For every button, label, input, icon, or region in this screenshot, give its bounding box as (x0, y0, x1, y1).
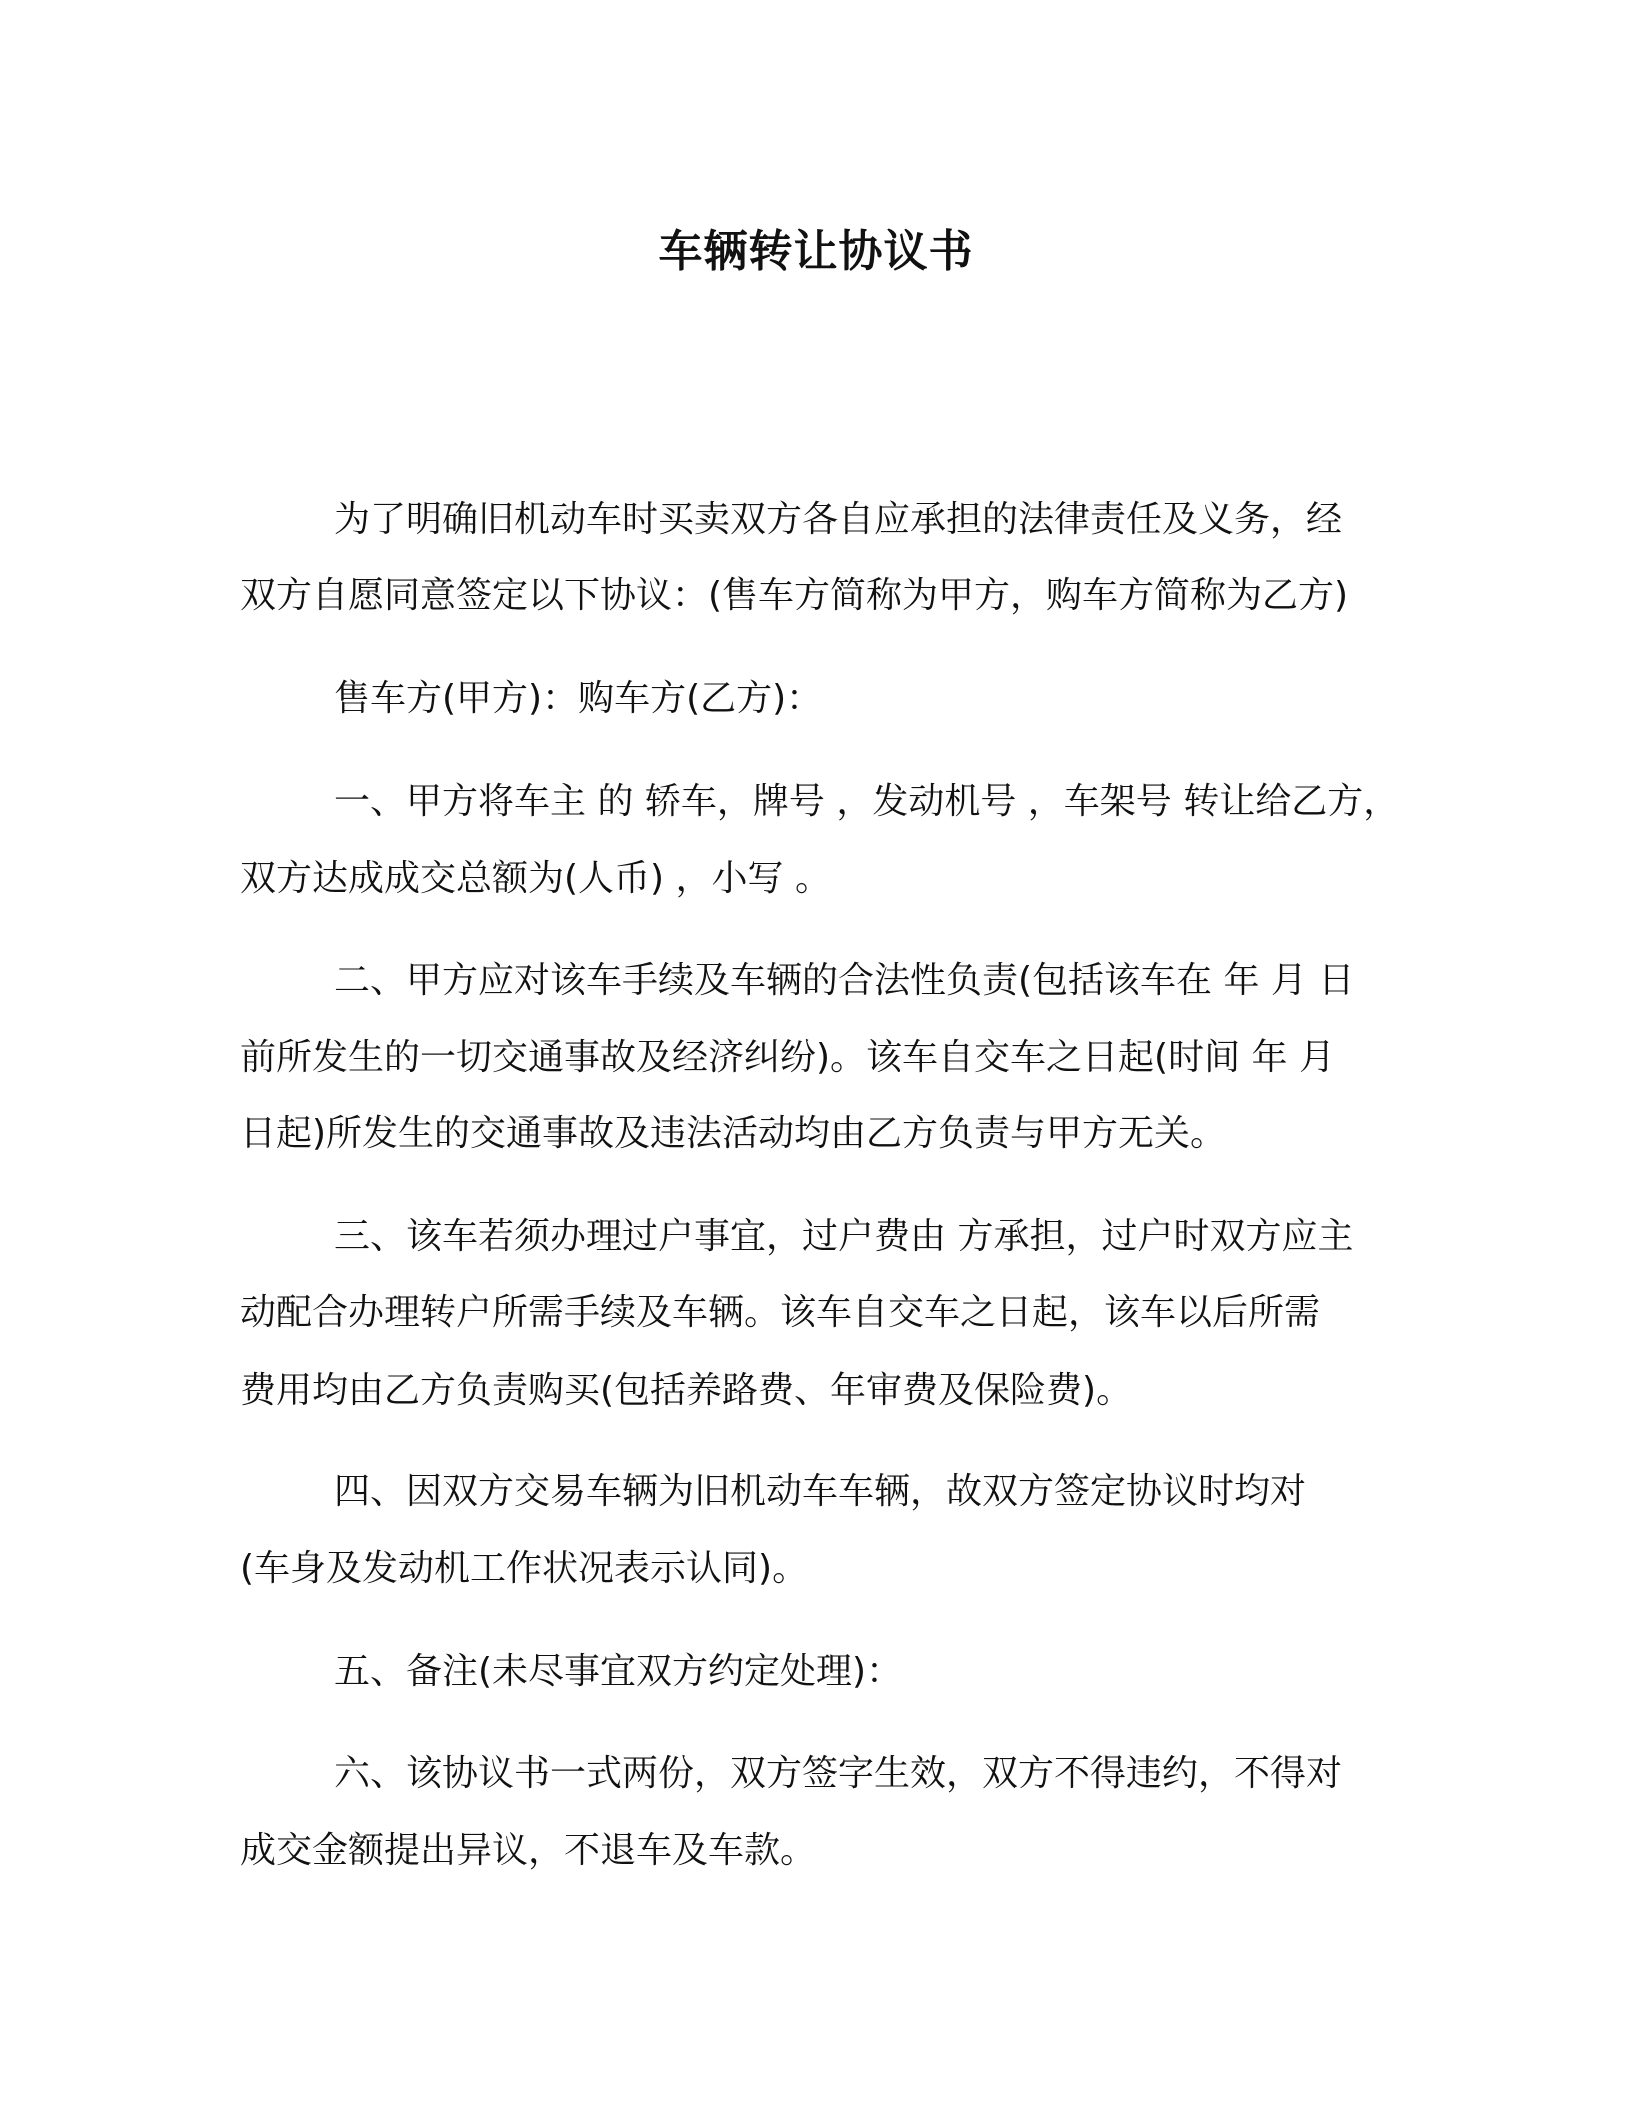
clause-4-line-1: 四、因双方交易车辆为旧机动车车辆，故双方签定协议时均对 (334, 1471, 1307, 1512)
clause-3-line-1: 三、该车若须办理过户事宜，过户费由 方承担，过户时双方应主 (334, 1216, 1354, 1257)
clause-1-line-1: 一、甲方将车主 的 轿车，牌号 ，发动机号 ，车架号 转让给乙方， (334, 781, 1400, 822)
clause-4-line-2: (车身及发动机工作状况表示认同)。 (240, 1548, 809, 1589)
clause-2-line-3: 日起)所发生的交通事故及违法活动均由乙方负责与甲方无关。 (240, 1113, 1227, 1154)
parties-line: 售车方(甲方)：购车方(乙方)： (334, 678, 823, 719)
clause-2-line-1: 二、甲方应对该车手续及车辆的合法性负责(包括该车在 年 月 日 (334, 960, 1355, 1001)
document-title: 车辆转让协议书 (658, 226, 974, 277)
paragraph-intro-line-2: 双方自愿同意签定以下协议：(售车方简称为甲方，购车方简称为乙方) (240, 575, 1349, 616)
clause-2-line-2: 前所发生的一切交通事故及经济纠纷)。该车自交车之日起(时间 年 月 (240, 1037, 1335, 1078)
clause-3-line-3: 费用均由乙方负责购买(包括养路费、年审费及保险费)。 (240, 1370, 1133, 1411)
clause-6-line-1: 六、该协议书一式两份，双方签字生效，双方不得违约，不得对 (334, 1753, 1343, 1794)
clause-3-line-2: 动配合办理转户所需手续及车辆。该车自交车之日起，该车以后所需 (240, 1292, 1321, 1333)
clause-1-line-2: 双方达成成交总额为(人币) ，小写 。 (240, 858, 831, 899)
clause-5-line-1: 五、备注(未尽事宜双方约定处理)： (334, 1651, 903, 1692)
paragraph-intro-line-1: 为了明确旧机动车时买卖双方各自应承担的法律责任及义务，经 (334, 499, 1343, 540)
clause-6-line-2: 成交金额提出异议，不退车及车款。 (240, 1830, 817, 1871)
